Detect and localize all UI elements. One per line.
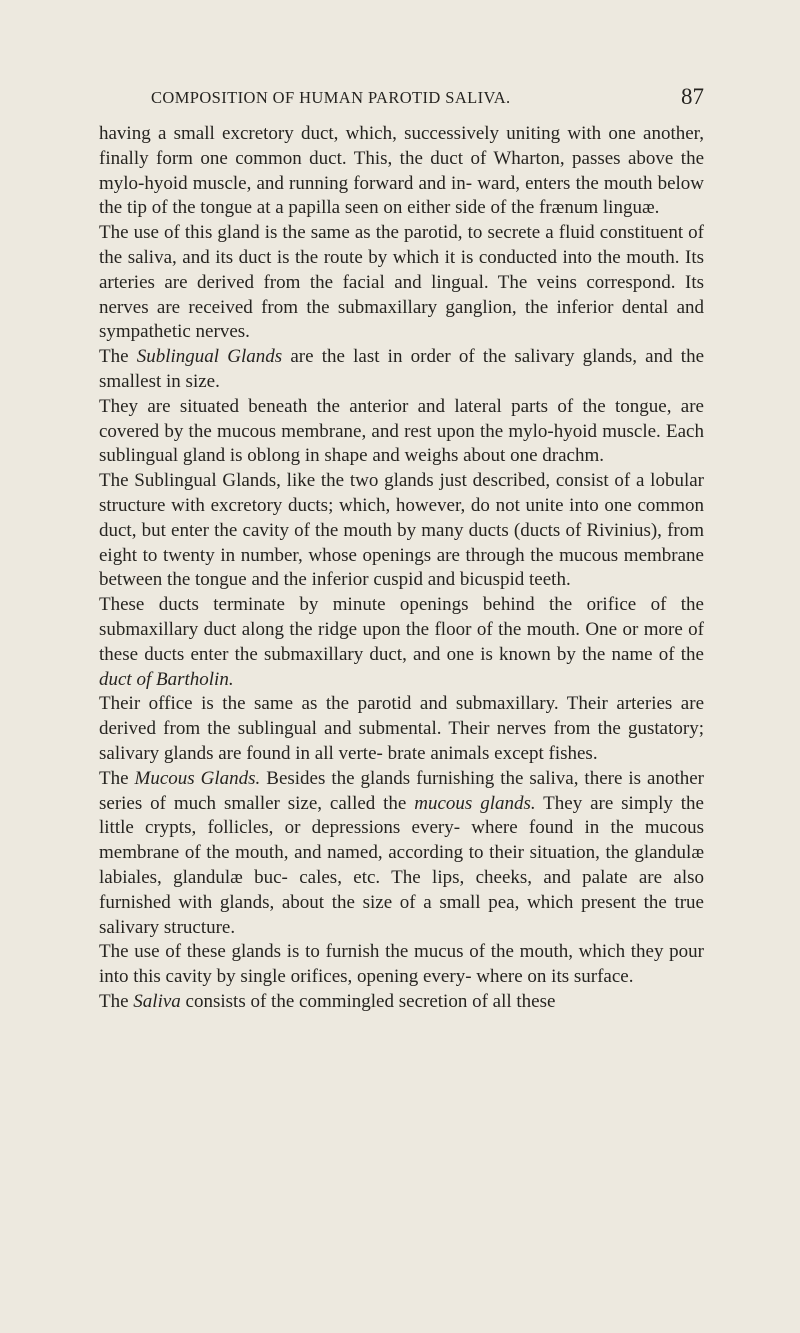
italic-text: Mucous Glands. (134, 767, 261, 789)
paragraph (99, 395, 704, 469)
paragraph (99, 990, 704, 1015)
body-text (99, 122, 704, 1015)
text-run: having a small excretory duct, which, successively uniting with one another, finally form one common duct. This, the duct of Wharton, passes above the mylo-hyoid muscle, and running forward and in- ward, enters the mouth below the tip of the tongue at a papilla seen on either side of the frænum linguæ. (99, 123, 704, 219)
paragraph (99, 767, 704, 941)
text-run: The (99, 346, 137, 368)
italic-text: Saliva (133, 990, 181, 1012)
text-run: The (99, 767, 135, 789)
text-run: Their office is the same as the parotid and submaxillary. Their arteries are derived from the sublingual and submental. Their nerves from the gustatory; salivary glands are found in all verte- brate animals except fishes. (99, 693, 704, 764)
italic-text: mucous glands. (414, 792, 536, 814)
text-run: consists of the commingled secretion of all these (180, 990, 556, 1012)
text-run: The use of these glands is to furnish the mucus of the mouth, which they pour into this cavity by single orifices, opening every- where on its surface. (99, 941, 704, 988)
paragraph (99, 469, 704, 593)
text-run: They are situated beneath the anterior and lateral parts of the tongue, are covered by the mucous membrane, and rest upon the mylo-hyoid muscle. Each sublingual gland is oblong in shape and weighs about one drachm. (99, 395, 704, 467)
text-run: The (99, 990, 134, 1012)
paragraph (99, 593, 704, 692)
italic-text: duct of Bartholin. (99, 668, 234, 690)
text-run: The Sublingual Glands, like the two glands just described, consist of a lobular structure with excretory ducts; which, however, do not unite into one common duct, but enter the cavity of the mouth by many ducts (ducts of Rivinius), from eight to twenty in number, whose openings are through the mucous membrane between the tongue and the inferior cuspid and bicuspid teeth. (99, 470, 704, 591)
paragraph (99, 221, 704, 345)
italic-text: Sublingual Glands (136, 346, 283, 368)
text-run: They are simply the little crypts, follicles, or depressions every- where found in the mucous membrane of the mouth, and named, according to their situation, the glandulæ labiales, glandulæ buc- cales, etc. The lips, cheeks, and palate are also furnished with glands, about the size of a small pea, which present the true salivary structure. (99, 792, 704, 938)
text-run: The use of this gland is the same as the parotid, to secrete a fluid constituent of the saliva, and its duct is the route by which it is conducted into the mouth. Its arteries are derived from the facial and lingual. The veins correspond. Its nerves are received from the submaxillary ganglion, the inferior dental and sympathetic nerves. (99, 222, 704, 343)
running-title: COMPOSITION OF HUMAN PAROTID SALIVA. (151, 88, 511, 107)
running-head (99, 84, 704, 118)
paragraph (99, 122, 704, 221)
text-run: These ducts terminate by minute openings behind the orifice of the submaxillary duct along the ridge upon the floor of the mouth. One or more of these ducts enter the submaxillary duct, and one is known by the name of the (99, 594, 704, 665)
text-run: are the last in order of the salivary glands, and the smallest in size. (99, 346, 705, 392)
text-run: Besides the glands furnishing the saliva, there is another series of much smaller size, called the (99, 767, 704, 814)
paragraph (99, 940, 704, 990)
paragraph (99, 345, 704, 395)
paragraph (99, 692, 704, 766)
page-number: 87 (681, 84, 704, 109)
